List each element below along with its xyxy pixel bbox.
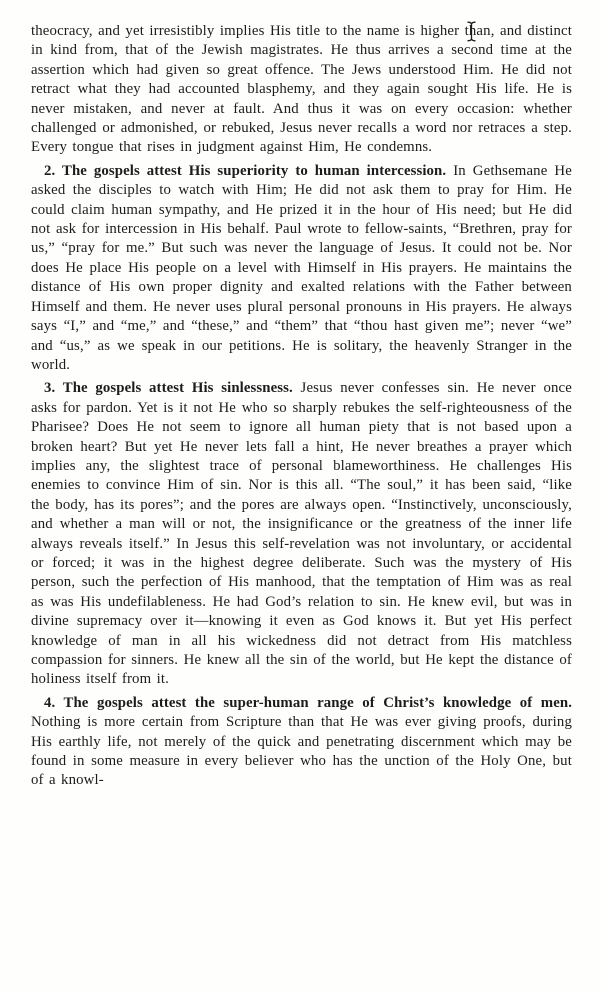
paragraph-section-3 bbox=[31, 379, 572, 690]
paragraph-body: Nothing is more certain from Scripture than that He was ever giving proofs, during His earthly life, not merely of the quick and penetrating discernment which may be found in some measure in every believer who has the unction of the Holy One, but of a knowl- bbox=[31, 714, 572, 789]
section-heading: 4. The gospels attest the super-human range of Christ’s knowledge of men. bbox=[44, 694, 572, 711]
paragraph-section-4 bbox=[31, 694, 572, 791]
paragraph-body: In Gethsemane He asked the disciples to watch with Him; He did not ask them to pray for Him. He could claim human sympathy, and He prized it in the hour of His need; but He did not ask for intercession in His behalf. Paul wrote to fellow-saints, “Brethren, pray for us,” “pray for me.” But such was never the language of Jesus. It could not be. Nor does He place His people on a level with Himself in His prayers. He maintains the distance of His own proper dignity and exalted relations with the Father between Himself and them. He never uses plural personal pronouns in His prayers. He always says “I,” and “me,” and “these,” and “them” that “thou hast given me”; never “we” and “us,” as we speak in our petitions. He is solitary, the heavenly Stranger in the world. bbox=[31, 162, 572, 373]
paragraph-body: theocracy, and yet irresistibly implies His title to the name is higher than, and distinct in kind from, that of the Jewish magistrates. He thus arrives a second time at the assertion which had given so great offence. The Jews understood Him. He did not retract what they had accounted blasphemy, and they again sought His life. He is never mistaken, and never at fault. And thus it was on every occasion: whether challenged or admonished, or rebuked, Jesus never recalls a word nor retraces a step. Every tongue that rises in judgment against Him, He condemns. bbox=[31, 23, 572, 156]
section-heading: 2. The gospels attest His superiority to human intercession. bbox=[44, 162, 447, 179]
section-heading: 3. The gospels attest His sinlessness. bbox=[44, 380, 293, 397]
text-column bbox=[31, 22, 572, 791]
paragraph-section-2 bbox=[31, 162, 572, 375]
paragraph-body: Jesus never confesses sin. He never once asks for pardon. Yet is it not He who so sharply rebukes the self-righteousness of the Pharisee? Does He not seem to ignore all human piety that is not based upon a broken heart? But yet He never lets fall a hint, He never breathes a prayer which implies any, the slightest trace of personal blameworthiness. He challenges His enemies to convince Him of sin. Nor is this all. “The soul,” it has been said, “like the body, has its pores”; and the pores are always open. “Instinctively, unconsciously, and whether a man will or not, the insignificance or the greatness of the inner life always reveals itself.” In Jesus this self-revelation was not involuntary, or accidental or forced; it was in the highest degree deliberate. Such was the mystery of His person, such the perfection of His manhood, that the temptation of Him was as real as was His undefilableness. He had God’s relation to sin. He knew evil, but was in divine supremacy over it—knowing it even as God knows it. But yet His perfect knowledge of man in all his wickedness did not detract from His matchless compassion for sinners. He knew all the sin of the world, but He kept the distance of holiness itself from it. bbox=[31, 380, 572, 688]
paragraph-continuation bbox=[31, 22, 572, 158]
